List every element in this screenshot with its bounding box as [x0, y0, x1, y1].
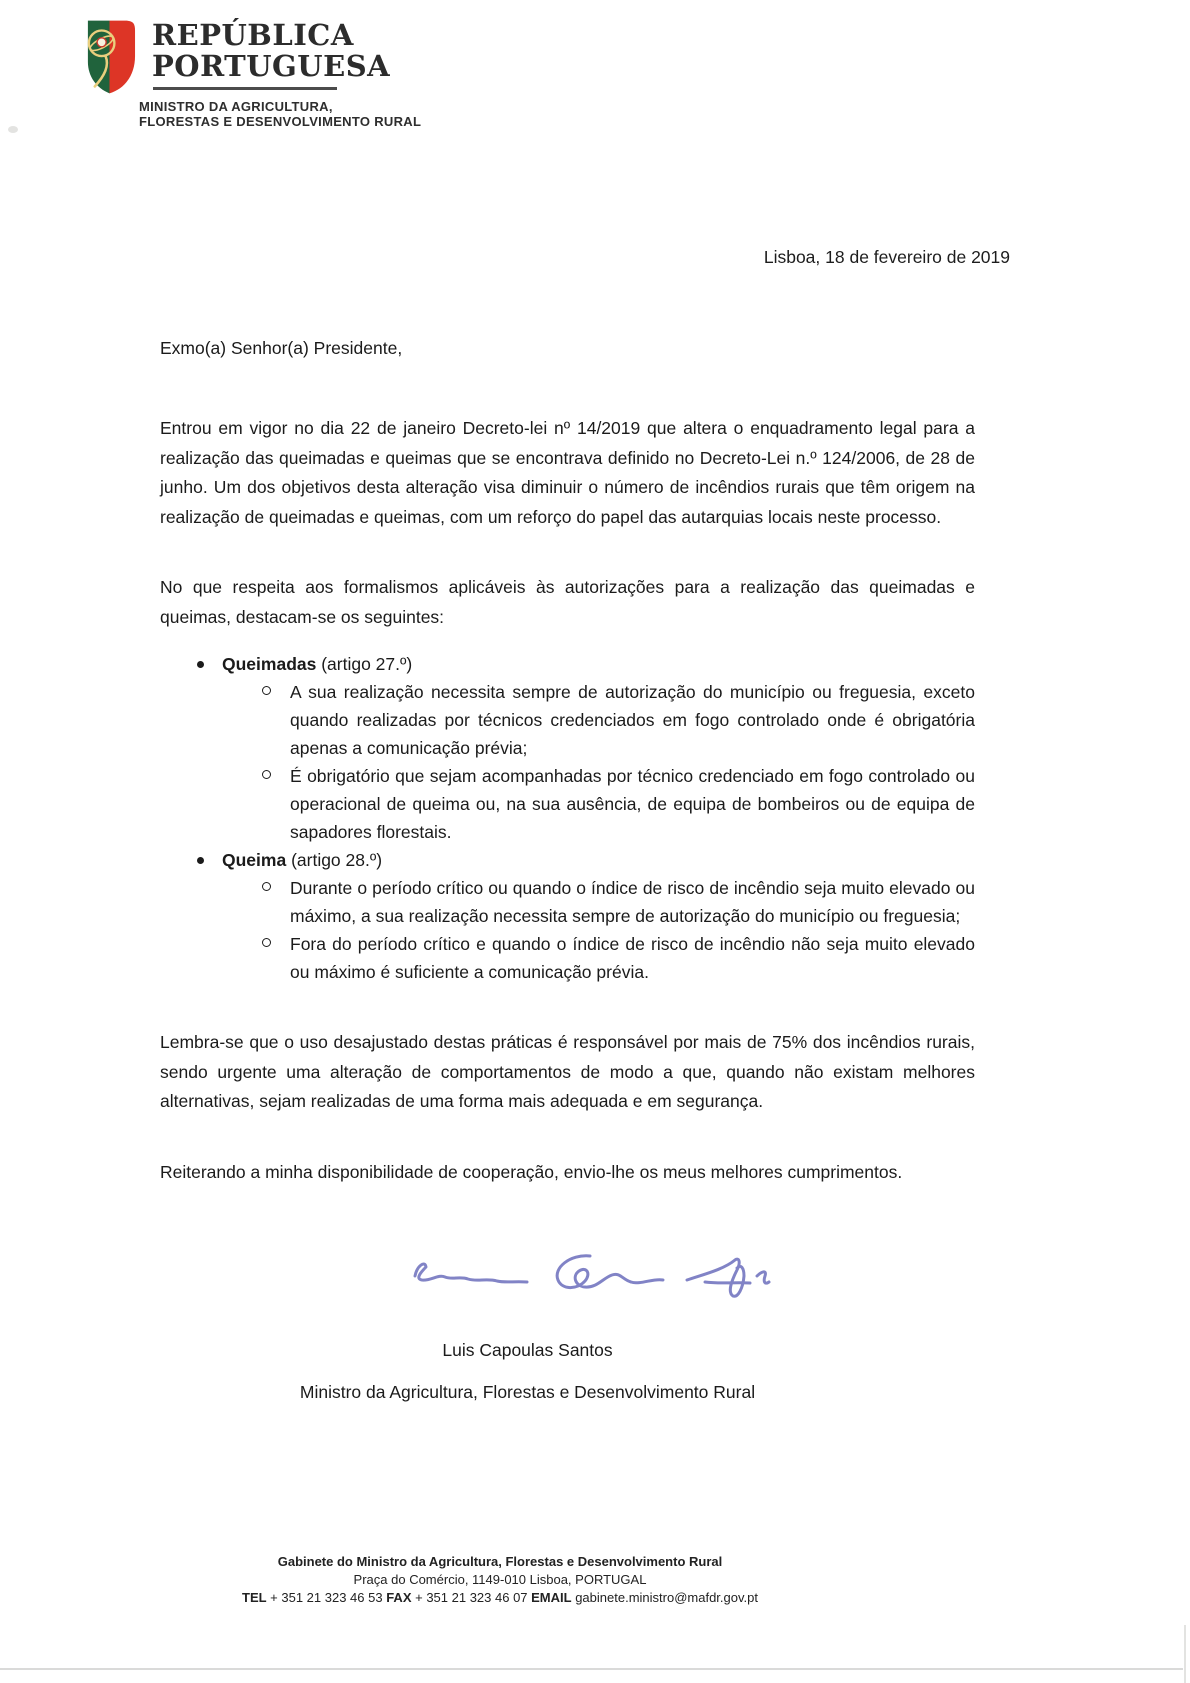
signature-scrawl-icon: [405, 1242, 785, 1302]
footer-office-line: Gabinete do Ministro da Agricultura, Florestas e Desenvolvimento Rural: [277, 1554, 723, 1569]
bullet-dot-icon: [197, 661, 204, 668]
list-item-term: Queima: [222, 850, 287, 870]
salutation: Exmo(a) Senhor(a) Presidente,: [160, 338, 403, 358]
list-item-term: Queimadas: [222, 654, 317, 674]
footer-contacts-line: [60, 1589, 940, 1607]
footer-contact-block: [60, 1553, 940, 1607]
list-subitem-text: Durante o período crítico ou quando o índice de risco de incêndio seja muito elevado ou máximo, a sua realização necessita sempre de autorização do município ou freguesia;: [290, 878, 975, 926]
scan-right-edge-line: [1184, 1625, 1186, 1683]
fax-value: + 351 21 323 46 07: [411, 1590, 532, 1605]
list-item-queima: [160, 846, 975, 874]
signatory-name: Luis Capoulas Santos: [442, 1340, 613, 1360]
list-subitem: [160, 762, 975, 846]
wordmark-line-2: PORTUGUESA: [152, 49, 391, 83]
bullet-dot-icon: [197, 857, 204, 864]
ministry-line-2: FLORESTAS E DESENVOLVIMENTO RURAL: [139, 114, 422, 129]
list-subitem: [160, 874, 975, 930]
paragraph-2: No que respeita aos formalismos aplicáveis às autorizações para a realização das queimadas e queimas, destacam-se os seguintes:: [160, 577, 975, 627]
list-item-queimadas: [160, 650, 975, 678]
tel-label: TEL: [242, 1590, 267, 1605]
wordmark-divider: [153, 87, 337, 90]
list-subitem-text: Fora do período crítico e quando o índice de risco de incêndio não seja muito elevado ou máximo é suficiente a comunicação prévia.: [290, 934, 975, 982]
flag-emblem-icon: [82, 18, 137, 98]
list-subitem-text: A sua realização necessita sempre de autorização do município ou freguesia, exceto quando realizadas por técnicos credenciados em fogo controlado onde é obrigatória apenas a comunicação prévia;: [290, 682, 975, 758]
scan-smudge-artifact: [8, 126, 18, 133]
bullet-circle-icon: [262, 770, 271, 779]
paragraph-3: Lembra-se que o uso desajustado destas práticas é responsável por mais de 75% dos incêndios rurais, sendo urgente uma alteração de comportamentos de modo a que, quando não existam melhores alternativas, sejam realizadas de uma forma mais adequada e em segurança.: [160, 1032, 975, 1112]
handwritten-signature: [405, 1242, 785, 1302]
email-value: gabinete.ministro@mafdr.gov.pt: [571, 1590, 758, 1605]
email-label: EMAIL: [531, 1590, 572, 1605]
scan-page-edge-line: [0, 1668, 1183, 1670]
bullet-circle-icon: [262, 938, 271, 947]
date-line: Lisboa, 18 de fevereiro de 2019: [763, 247, 1010, 267]
signatory-title: Ministro da Agricultura, Florestas e Desenvolvimento Rural: [299, 1382, 756, 1402]
ministry-designation: [139, 99, 459, 129]
list-subitem: [160, 930, 975, 986]
tel-value: + 351 21 323 46 53: [266, 1590, 387, 1605]
list-subitem-text: É obrigatório que sejam acompanhadas por técnico credenciado em fogo controlado ou operacional de queima ou, na sua ausência, de equipa de bombeiros ou de equipa de sapadores florestais.: [290, 766, 975, 842]
bullet-list: [160, 650, 975, 986]
ministry-line-1: MINISTRO DA AGRICULTURA,: [139, 99, 333, 114]
bullet-circle-icon: [262, 686, 271, 695]
wordmark-line-1: REPÚBLICA: [152, 18, 354, 52]
republica-portuguesa-emblem: [82, 18, 137, 98]
list-subitem: [160, 678, 975, 762]
wordmark-republica-portuguesa: [152, 20, 412, 82]
bullet-circle-icon: [262, 882, 271, 891]
footer-address-line: Praça do Comércio, 1149-010 Lisboa, PORTUGAL: [353, 1572, 647, 1587]
fax-label: FAX: [386, 1590, 412, 1605]
paragraph-1: Entrou em vigor no dia 22 de janeiro Decreto-lei nº 14/2019 que altera o enquadramento legal para a realização das queimadas e queimas que se encontrava definido no Decreto-Lei n.º 124/2006, de 28 de junho. Um dos objetivos desta alteração visa diminuir o número de incêndios rurais que têm origem na realização de queimadas e queimas, com um reforço do papel das autarquias locais neste processo.: [160, 418, 975, 527]
list-item-rest: (artigo 27.º): [316, 654, 413, 674]
paragraph-4: Reiterando a minha disponibilidade de cooperação, envio-lhe os meus melhores cumprimentos.: [160, 1162, 903, 1182]
list-item-rest: (artigo 28.º): [286, 850, 383, 870]
